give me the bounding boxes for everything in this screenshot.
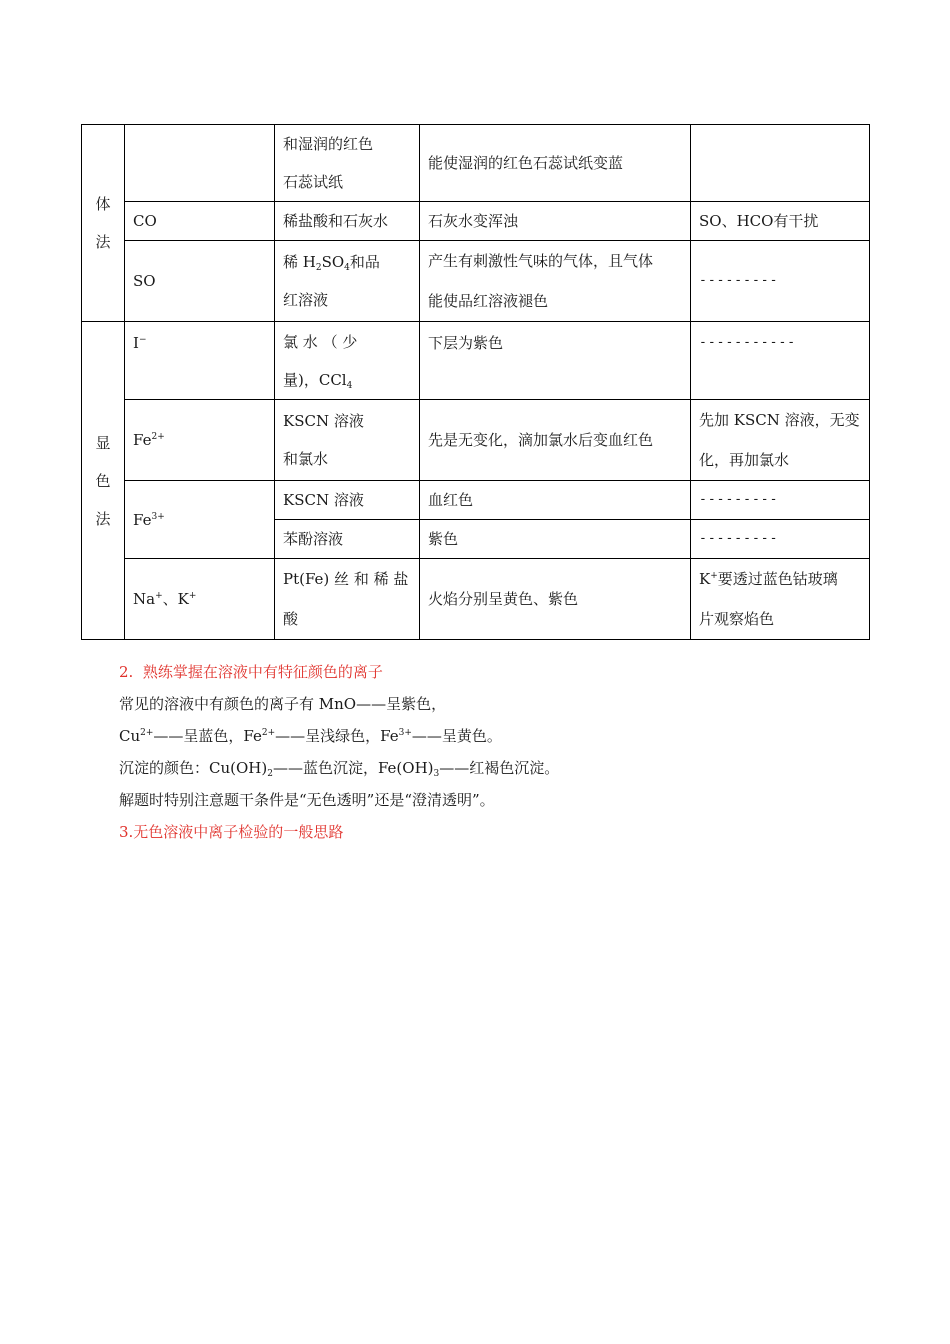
phenomenon-cell: 能使湿润的红色石蕊试纸变蓝 [420, 125, 691, 202]
reagent-cell: Pt(Fe) 丝 和 稀 盐 酸 [275, 559, 420, 640]
note-cell: ----------- [691, 322, 870, 400]
note-cell: --------- [691, 481, 870, 520]
reagent-cell: 和湿润的红色 石蕊试纸 [275, 125, 420, 202]
note-cell: K+要透过蓝色钴玻璃 片观察焰色 [691, 559, 870, 640]
phenomenon-cell: 紫色 [420, 520, 691, 559]
table-row [82, 125, 870, 202]
ion-cell: $Fe^{2+}$ [125, 400, 275, 481]
ion-test-table [81, 124, 870, 640]
table-row [82, 400, 870, 481]
phenomenon-cell: 火焰分别呈黄色、紫色 [420, 559, 691, 640]
phenomenon-cell: 下层为紫色 [420, 322, 691, 400]
ion-cell: CO [125, 202, 275, 241]
ion-cell: Na+、K+ [125, 559, 275, 640]
table-row [82, 241, 870, 322]
reagent-cell: 稀 $H_2SO_4$和品 红溶液 [275, 241, 420, 322]
reagent-cell: KSCN 溶液 [275, 481, 420, 520]
section-heading: 2. 熟练掌握在溶液中有特征颜色的离子 [119, 663, 383, 681]
note-cell: --------- [691, 520, 870, 559]
phenomenon-cell: 石灰水变浑浊 [420, 202, 691, 241]
paragraph-line: 常见的溶液中有颜色的离子有 MnO——呈紫色， [119, 695, 447, 713]
notes-section [119, 656, 879, 848]
phenomenon-cell: 血红色 [420, 481, 691, 520]
paragraph-line: $Cu^{2+}——$呈蓝色，$Fe^{2+}——$呈浅绿色，$Fe^{3+}——$呈黄色。 [119, 727, 502, 745]
paragraph-line: 解题时特别注意题干条件是“无色透明”还是“澄清透明”。 [119, 791, 495, 809]
note-cell: SO、HCO有干扰 [691, 202, 870, 241]
paragraph-line: 沉淀的颜色：$Cu(OH)_2——$蓝色沉淀，$Fe(OH)_3——$红褐色沉淀。 [119, 759, 560, 779]
gas-method-cell: 体 法 [82, 125, 125, 322]
table-row [82, 481, 870, 520]
table-row [82, 559, 870, 640]
table-row [82, 322, 870, 400]
ion-cell [125, 125, 275, 202]
phenomenon-cell: 先是无变化，滴加氯水后变血红色 [420, 400, 691, 481]
reagent-cell: 氯 水 （ 少 量)，CCl$_4$ [275, 322, 420, 400]
table-row [82, 202, 870, 241]
reagent-cell: 稀盐酸和石灰水 [275, 202, 420, 241]
ion-cell: $Fe^{3+}$ [125, 481, 275, 559]
note-cell [691, 125, 870, 202]
ion-cell: SO [125, 241, 275, 322]
ion-cell: I− [125, 322, 275, 400]
reagent-cell: KSCN 溶液 和氯水 [275, 400, 420, 481]
section-heading: 3.无色溶液中离子检验的一般思路 [119, 823, 344, 841]
color-method-cell: 显 色 法 [82, 322, 125, 640]
phenomenon-cell: 产生有刺激性气味的气体，且气体 能使品红溶液褪色 [420, 241, 691, 322]
note-cell: --------- [691, 241, 870, 322]
reagent-cell: 苯酚溶液 [275, 520, 420, 559]
note-cell: 先加 KSCN 溶液，无变 化，再加氯水 [691, 400, 870, 481]
